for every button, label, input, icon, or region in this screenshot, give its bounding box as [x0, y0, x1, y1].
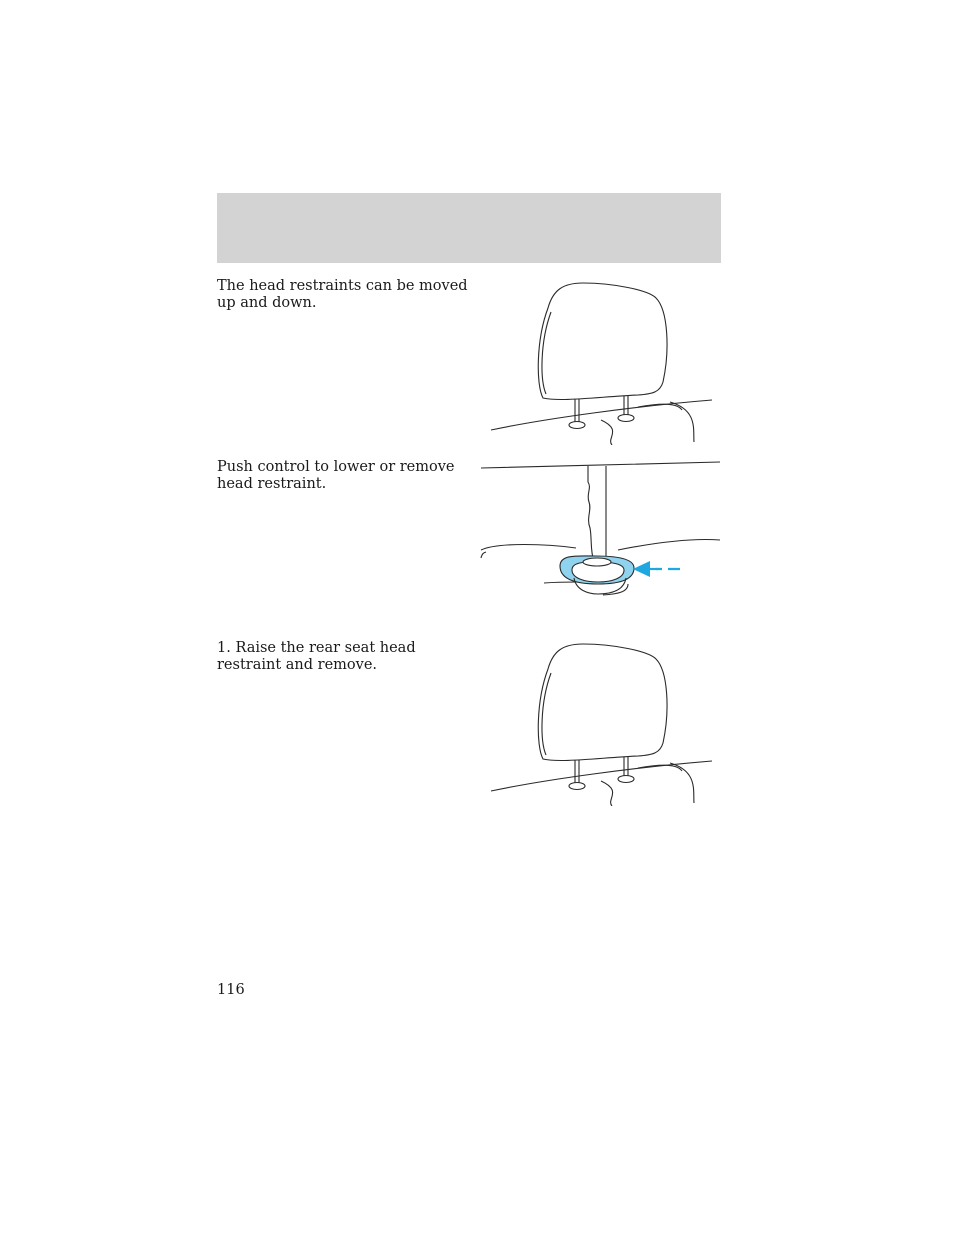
head-restraint-release-control-icon: [478, 458, 722, 603]
rear-head-restraint-icon: [488, 641, 718, 806]
release-control-figure: [478, 458, 722, 603]
instruction-text-1: The head restraints can be moved up and down.: [217, 278, 468, 311]
section-header-band: [217, 193, 721, 263]
head-restraint-figure-2: [488, 641, 718, 806]
instruction-text-2: Push control to lower or remove head restraint.: [217, 459, 455, 492]
head-restraint-figure-1: [488, 280, 718, 445]
instruction-text-3: 1. Raise the rear seat head restraint and remove.: [217, 640, 416, 673]
page-number: 116: [217, 982, 245, 998]
head-restraint-icon: [488, 280, 718, 445]
